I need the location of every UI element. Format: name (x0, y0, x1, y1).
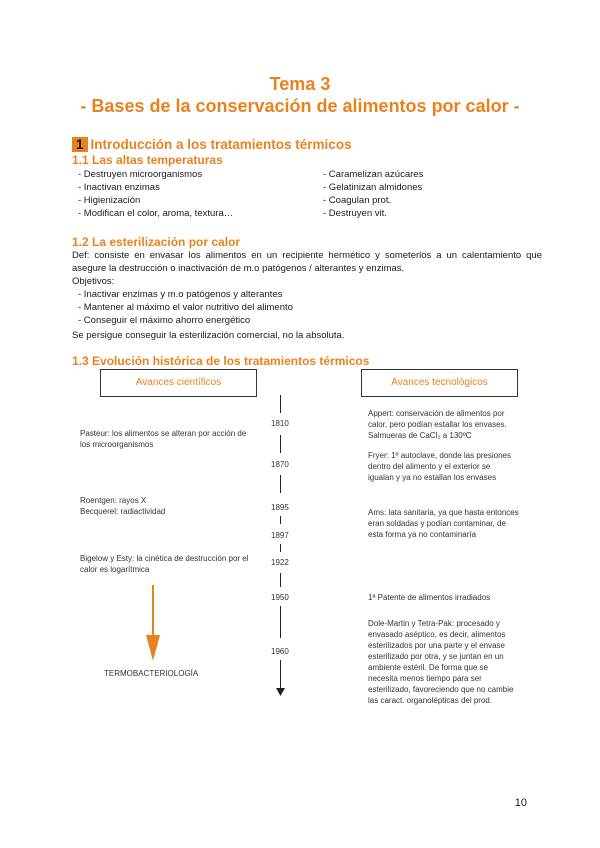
timeline-segment (280, 475, 281, 493)
orange-arrow-icon (146, 635, 160, 661)
subsection-1-1-title: 1.1 Las altas temperaturas (72, 153, 223, 167)
timeline-arrow-icon (276, 688, 285, 696)
objectives-label: Objetivos: (72, 276, 115, 287)
page-subtitle: - Bases de la conservación de alimentos por calor - (80, 96, 520, 116)
technological-advance: Ams: lata sanitaria, ya que hasta entonces eran soldadas y podían contaminar, de esta forma ya no contaminaría (368, 508, 519, 539)
page-number: 10 (514, 797, 527, 809)
list-item: - Caramelizan azúcares (323, 169, 424, 180)
list-item: - Destruyen vit. (323, 208, 387, 219)
timeline-segment (280, 606, 281, 638)
section-heading (72, 137, 352, 152)
timeline-segment (280, 660, 281, 690)
timeline-segment (280, 395, 281, 413)
year-label: 1922 (271, 558, 289, 567)
subsection-1-2-title: 1.2 La esterilización por calor (72, 235, 241, 249)
section-title: Introducción a los tratamientos térmicos (90, 137, 352, 152)
technological-advance: 1ª Patente de alimentos irradiados (368, 593, 491, 602)
year-label: 1897 (271, 531, 289, 540)
year-label: 1960 (271, 647, 289, 656)
objectives-list (78, 288, 293, 327)
list-item: - Destruyen microorganismos (78, 169, 203, 180)
scientific-advance: Pasteur: los alimentos se alteran por acción de los microorganismos (80, 429, 247, 449)
timeline-segment (280, 573, 281, 587)
scientific-advances-box: Avances científicos (100, 369, 257, 397)
year-label: 1870 (271, 460, 289, 469)
scientific-advance: Bigelow y Esty: la cinética de destrucción por el calor es logarítmica (80, 554, 249, 574)
year-label: 1950 (271, 593, 289, 602)
definition-text: Def: consiste en envasar los alimentos en un recipiente hermético y someterlos a un calentamiento que asegure la destrucción o inactivación de m.o patógenos / alterantes y enzimas. (72, 250, 542, 274)
list-item: - Modifican el color, aroma, textura… (78, 208, 234, 219)
termobacteriologia-label: TERMOBACTERIOLOGÍA (104, 669, 199, 678)
technological-advance: Dole-Martin y Tetra-Pak: procesado y envasado aséptico, es decir, alimentos esterilizados por una parte y el envase esterilizado por otra, y se juntan en un ambiente estéril. De forma que se necesita menos tiempo para ser esterilizado, favoreciendo que no cambie las caract. organolépticas del prod. (368, 619, 514, 705)
scientific-advance: Roentgen: rayos X Becquerel: radiactividad (80, 496, 166, 516)
section-number: 1 (72, 137, 88, 152)
list-item: - Gelatinizan almidones (323, 182, 423, 193)
note-text: Se persigue conseguir la esterilización comercial, no la absoluta. (72, 330, 345, 341)
orange-arrow-shaft (152, 585, 154, 637)
list-item: - Inactivan enzimas (78, 182, 160, 193)
timeline-segment (280, 544, 281, 552)
year-label: 1810 (271, 419, 289, 428)
technological-advances-box: Avances tecnológicos (361, 369, 518, 397)
list-item: - Mantener al máximo el valor nutritivo del alimento (78, 302, 293, 313)
timeline-segment (280, 516, 281, 524)
list-item: - Conseguir el máximo ahorro energético (78, 315, 251, 326)
technological-advance: Appert: conservación de alimentos por calor, pero podían estallar los envases. Salmueras de CaCl₂ a 130ºC (368, 409, 507, 440)
technological-advance: Fryer: 1º autoclave, donde las presiones dentro del alimento y el exterior se igualan y ya no estallan los envases (368, 451, 511, 482)
list-item: - Higienización (78, 195, 141, 206)
left-effects-list (78, 168, 233, 220)
timeline-segment (280, 435, 281, 453)
page-title: Tema 3 (269, 74, 331, 94)
right-effects-list (323, 168, 423, 220)
list-item: - Coagulan prot. (323, 195, 392, 206)
subsection-1-3-title: 1.3 Evolución histórica de los tratamientos térmicos (72, 354, 370, 368)
list-item: - Inactivar enzimas y m.o patógenos y alterantes (78, 289, 283, 300)
year-label: 1895 (271, 503, 289, 512)
